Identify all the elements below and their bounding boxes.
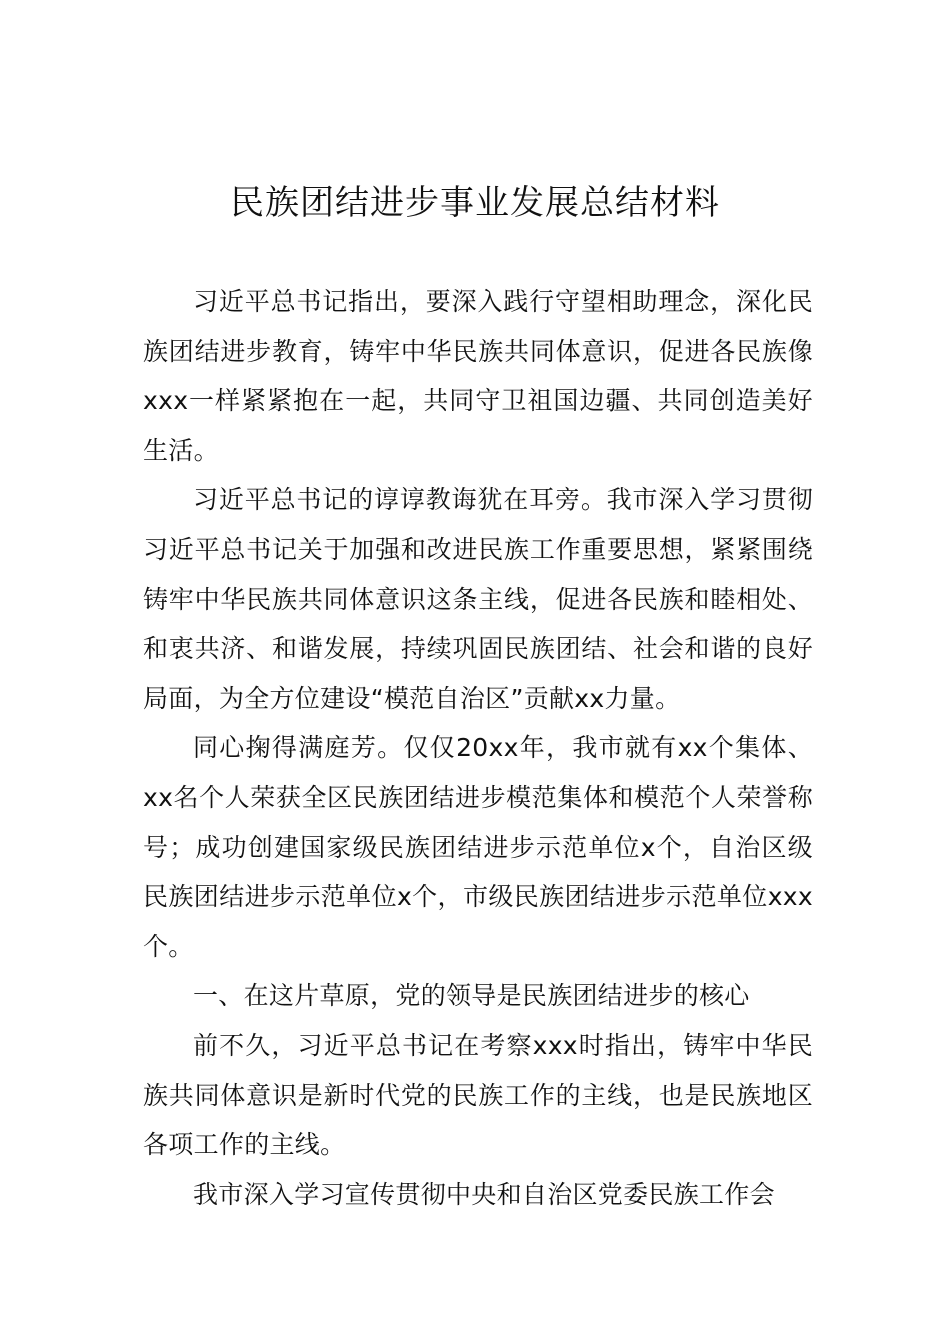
- paragraph-1: 习近平总书记指出，要深入践行守望相助理念，深化民族团结进步教育，铸牢中华民族共同体意识，促进各民族像xxx一样紧紧抱在一起，共同守卫祖国边疆、共同创造美好生活。: [143, 287, 813, 465]
- section-paragraph-2: 我市深入学习宣传贯彻中央和自治区党委民族工作会: [193, 1179, 775, 1209]
- paragraph-3: 同心掬得满庭芳。仅仅20xx年，我市就有xx个集体、xx名个人荣获全区民族团结进步模范集体和模范个人荣誉称号；成功创建国家级民族团结进步示范单位x个，自治区级民族团结进步示范单位x个，市级民族团结进步示范单位xxx个。: [143, 733, 813, 961]
- section-paragraph-1: 前不久，习近平总书记在考察xxx时指出，铸牢中华民族共同体意识是新时代党的民族工作的主线，也是民族地区各项工作的主线。: [143, 1030, 813, 1160]
- document-title: 民族团结进步事业发展总结材料: [230, 183, 720, 223]
- paragraph-2: 习近平总书记的谆谆教诲犹在耳旁。我市深入学习贯彻习近平总书记关于加强和改进民族工作重要思想，紧紧围绕铸牢中华民族共同体意识这条主线，促进各民族和睦相处、和衷共济、和谐发展，持续巩固民族团结、社会和谐的良好局面，为全方位建设“模范自治区”贡献xx力量。: [143, 485, 813, 713]
- section-heading: 一、在这片草原，党的领导是民族团结进步的核心: [193, 981, 750, 1011]
- document-body: [143, 277, 813, 1219]
